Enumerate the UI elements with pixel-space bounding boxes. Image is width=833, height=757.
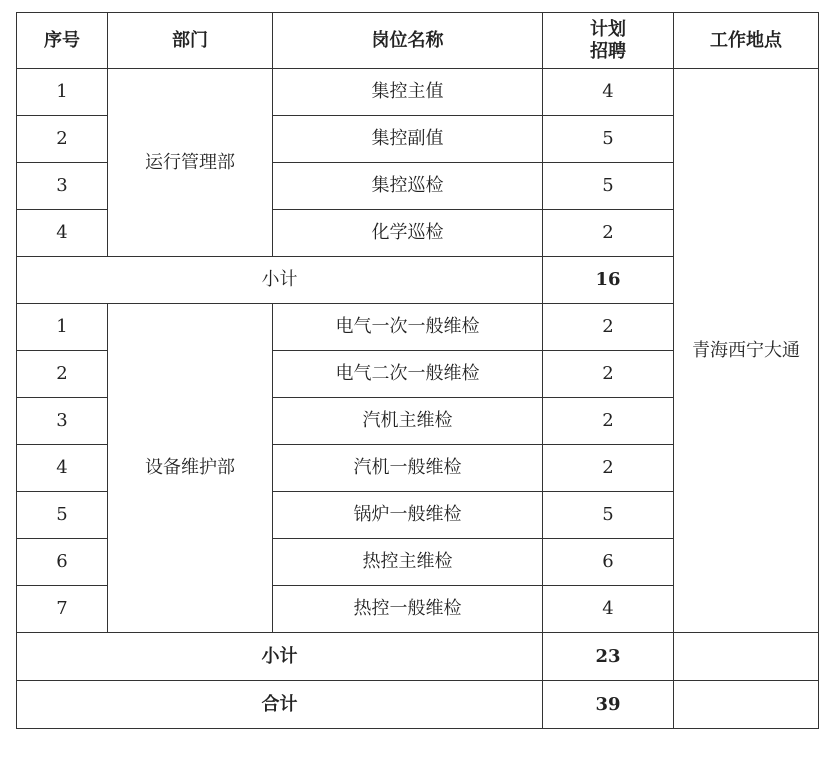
- subtotal-label: 小计: [17, 633, 543, 681]
- count-cell: 6: [543, 539, 674, 586]
- row-index: 1: [17, 69, 108, 116]
- count-cell: 2: [543, 351, 674, 398]
- empty-location-cell: [674, 633, 819, 681]
- count-cell: 4: [543, 586, 674, 633]
- row-index: 3: [17, 398, 108, 445]
- total-row: [17, 681, 819, 729]
- header-plan-line2: 招聘: [590, 40, 626, 62]
- position-cell: 热控主维检: [273, 539, 543, 586]
- department-cell: 运行管理部: [108, 69, 273, 257]
- total-label: 合计: [17, 681, 543, 729]
- department-cell: 设备维护部: [108, 304, 273, 633]
- subtotal-value: 16: [543, 257, 674, 304]
- count-cell: 2: [543, 210, 674, 257]
- position-cell: 电气一次一般维检: [273, 304, 543, 351]
- position-cell: 热控一般维检: [273, 586, 543, 633]
- count-cell: 5: [543, 163, 674, 210]
- position-cell: 汽机一般维检: [273, 445, 543, 492]
- row-index: 7: [17, 586, 108, 633]
- row-index: 6: [17, 539, 108, 586]
- count-cell: 5: [543, 116, 674, 163]
- position-cell: 集控巡检: [273, 163, 543, 210]
- position-cell: 化学巡检: [273, 210, 543, 257]
- empty-location-cell: [674, 681, 819, 729]
- subtotal-label: 小计: [17, 257, 543, 304]
- row-index: 4: [17, 445, 108, 492]
- header-index: 序号: [17, 13, 108, 69]
- position-cell: 集控副值: [273, 116, 543, 163]
- count-cell: 2: [543, 398, 674, 445]
- recruitment-table-container: [16, 12, 818, 729]
- position-cell: 锅炉一般维检: [273, 492, 543, 539]
- row-index: 2: [17, 116, 108, 163]
- location-cell: 青海西宁大通: [674, 69, 819, 633]
- row-index: 5: [17, 492, 108, 539]
- header-department: 部门: [108, 13, 273, 69]
- count-cell: 4: [543, 69, 674, 116]
- subtotal-value: 23: [543, 633, 674, 681]
- table-row: [17, 69, 819, 116]
- total-value: 39: [543, 681, 674, 729]
- position-cell: 汽机主维检: [273, 398, 543, 445]
- header-position: 岗位名称: [273, 13, 543, 69]
- header-row: [17, 13, 819, 69]
- header-plan-line1: 计划: [590, 18, 626, 40]
- position-cell: 电气二次一般维检: [273, 351, 543, 398]
- count-cell: 5: [543, 492, 674, 539]
- subtotal-row: [17, 633, 819, 681]
- count-cell: 2: [543, 304, 674, 351]
- row-index: 2: [17, 351, 108, 398]
- row-index: 1: [17, 304, 108, 351]
- row-index: 3: [17, 163, 108, 210]
- header-location: 工作地点: [674, 13, 819, 69]
- position-cell: 集控主值: [273, 69, 543, 116]
- header-plan: [543, 13, 674, 69]
- recruitment-table: [16, 12, 819, 729]
- row-index: 4: [17, 210, 108, 257]
- count-cell: 2: [543, 445, 674, 492]
